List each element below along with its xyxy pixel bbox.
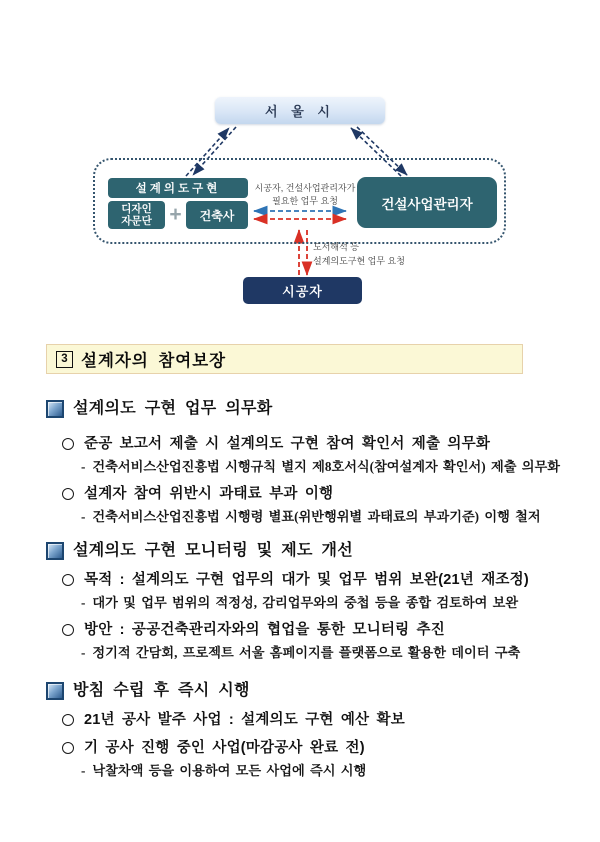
dash-bullet: - <box>81 595 86 610</box>
design-intent-box: 설계의도구현 <box>108 178 248 198</box>
circle-bullet-icon <box>62 742 74 754</box>
list-item <box>62 620 562 640</box>
design-advisory-label: 디자인 자문단 <box>121 202 152 227</box>
sub-item-text: 대가 및 업무 범위의 적정성, 감리업무와의 중첩 등을 종합 검토하여 보완 <box>92 595 519 610</box>
construction-manager-box: 건설사업관리자 <box>357 177 497 228</box>
design-advisory-box <box>108 201 165 229</box>
body-content <box>46 398 562 780</box>
sub-item-text: 낙찰차액 등을 이용하여 모든 사업에 즉시 시행 <box>92 763 367 778</box>
plus-icon: + <box>169 203 182 226</box>
sub-item <box>81 594 562 612</box>
sub-item-text: 건축서비스산업진흥법 시행령 별표(위반행위별 과태료의 부과기준) 이행 철저 <box>92 509 541 524</box>
sub-item-text: 정기적 간담회, 프로젝트 서울 홈페이지를 플랫폼으로 활용한 데이터 구축 <box>92 645 521 660</box>
dash-bullet: - <box>81 509 86 524</box>
heading-text: 방침 수립 후 즉시 시행 <box>73 682 250 699</box>
item-text: 목적 : 설계의도 구현 업무의 대가 및 업무 범위 보완(21년 재조정) <box>84 572 529 588</box>
section-title-bar <box>46 344 523 374</box>
dash-bullet: - <box>81 763 86 778</box>
contractor-box: 시공자 <box>243 277 362 304</box>
org-relationship-diagram <box>0 0 600 335</box>
circle-bullet-icon <box>62 488 74 500</box>
item-text: 방안 : 공공건축관리자와의 협업을 통한 모니터링 추진 <box>84 622 445 638</box>
circle-bullet-icon <box>62 574 74 586</box>
heading-monitoring <box>46 540 562 562</box>
heading-duty <box>46 398 562 420</box>
list-item <box>62 710 562 730</box>
list-item <box>62 434 562 454</box>
heading-text: 설계의도 구현 모니터링 및 제도 개선 <box>73 542 354 559</box>
item-text: 설계자 참여 위반시 과태료 부과 이행 <box>84 486 334 502</box>
section-title: 설계자의 참여보장 <box>81 352 227 370</box>
list-item <box>62 570 562 590</box>
architect-box: 건축사 <box>186 201 248 229</box>
list-item <box>62 738 562 758</box>
square-bullet-icon <box>46 400 64 418</box>
heading-immediate-action <box>46 680 562 702</box>
seoul-city-box: 서 울 시 <box>215 97 385 124</box>
square-bullet-icon <box>46 682 64 700</box>
heading-text: 설계의도 구현 업무 의무화 <box>73 400 273 417</box>
list-item <box>62 484 562 504</box>
dash-bullet: - <box>81 459 86 474</box>
sub-item <box>81 644 562 662</box>
circle-bullet-icon <box>62 438 74 450</box>
sub-item <box>81 458 562 476</box>
sub-item <box>81 762 562 780</box>
square-bullet-icon <box>46 542 64 560</box>
document-interpretation-label: 도서해석 등 설계의도구현 업무 요청 <box>313 242 405 266</box>
circle-bullet-icon <box>62 624 74 636</box>
circle-bullet-icon <box>62 714 74 726</box>
sub-item-text: 건축서비스산업진흥법 시행규칙 별지 제8호서식(참여설계자 확인서) 제출 의무화 <box>92 459 560 474</box>
dash-bullet: - <box>81 645 86 660</box>
sub-item <box>81 508 562 526</box>
section-number-box: 3 <box>56 351 73 368</box>
item-text: 기 공사 진행 중인 사업(마감공사 완료 전) <box>84 740 365 756</box>
work-request-label: 시공자, 건설사업관리자가 필요한 업무 요청 <box>254 183 356 207</box>
item-text: 21년 공사 발주 사업 : 설계의도 구현 예산 확보 <box>84 712 405 728</box>
item-text: 준공 보고서 제출 시 설계의도 구현 참여 확인서 제출 의무화 <box>84 436 491 452</box>
